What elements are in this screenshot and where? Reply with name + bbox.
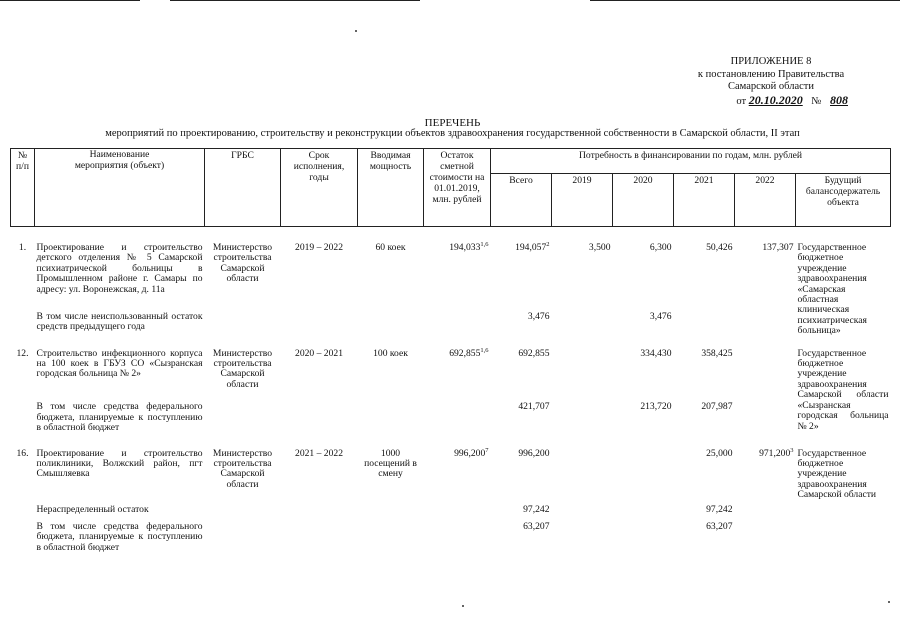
table-row xyxy=(11,227,891,305)
measures-table xyxy=(10,148,891,553)
appendix-title: ПРИЛОЖЕНИЕ 8 xyxy=(730,56,812,67)
handwritten-number: 808 xyxy=(830,92,848,107)
appendix-block xyxy=(640,56,902,108)
row-2020: 213,720 xyxy=(640,401,672,413)
scan-speck xyxy=(355,30,357,32)
row-grbs: Министерство строительства Самарской области xyxy=(212,447,273,490)
row-2019: 3,500 xyxy=(588,242,611,253)
row-grbs: Министерство строительства Самарской области xyxy=(212,242,273,285)
header-term: Срок исполнения, годы xyxy=(281,149,358,227)
row-term: 2021 – 2022 xyxy=(295,447,343,459)
row-remainder: 996,200$^7$ xyxy=(454,446,489,459)
row-holder: Государственное бюджетное учреждение здравоохранения Самарской области xyxy=(797,447,877,501)
row-grbs: Министерство строительства Самарской области xyxy=(212,347,273,390)
row-name: Строительство инфекционного корпуса на 100 коек в ГБУЗ СО «Сызранская городская больница № 2» xyxy=(36,347,203,380)
row-total: 996,200 xyxy=(518,447,550,459)
table-row xyxy=(11,337,891,391)
row-subname: В том числе неиспользованный остаток средств предыдущего года xyxy=(36,310,203,333)
table-row xyxy=(11,515,891,553)
row-term: 2020 – 2021 xyxy=(295,347,343,359)
row-2021: 207,987 xyxy=(701,401,733,413)
header-need: Потребность в финансировании по годам, млн. рублей xyxy=(491,149,891,174)
row-subname: Нераспределенный остаток xyxy=(36,503,149,515)
header-name: Наименование мероприятия (объект) xyxy=(35,149,205,227)
row-num: 1. xyxy=(18,242,27,253)
row-subname: В том числе средства федерального бюджета, планируемые к поступлению в областной бюджет xyxy=(36,520,203,553)
row-total: 63,207 xyxy=(523,520,550,532)
row-total: 692,855 xyxy=(518,347,550,359)
row-holder: Государственное бюджетное учреждение здравоохранения «Самарская областная клиническая психиатрическая больница» xyxy=(797,242,867,337)
row-2022: 971,200$^3$ xyxy=(759,446,794,459)
handwritten-date: 20.10.2020 xyxy=(748,92,803,107)
header-grbs: ГРБС xyxy=(205,149,281,227)
row-2021: 63,207 xyxy=(706,520,733,532)
row-num: 16. xyxy=(16,447,29,459)
header-holder: Будущий балансодержатель объекта xyxy=(796,174,891,227)
row-2021: 358,425 xyxy=(701,347,733,359)
row-2022: 137,307 xyxy=(762,242,794,253)
header-remainder: Остаток сметной стоимости на 01.01.2019, млн. рублей xyxy=(424,149,491,227)
row-2021: 97,242 xyxy=(706,503,733,515)
header-num: № п/п xyxy=(11,149,35,227)
header-total: Всего xyxy=(491,174,552,227)
document-subtitle: мероприятий по проектированию, строительству и реконструкции объектов здравоохранения государственной собственности в Самарской области, II этап xyxy=(105,128,800,139)
row-total: 421,707 xyxy=(518,401,550,413)
document-title: ПЕРЕЧЕНЬ xyxy=(424,117,481,129)
row-remainder: 692,855$^{1,6}$ xyxy=(449,346,489,359)
row-2020: 6,300 xyxy=(649,242,672,253)
row-remainder: 194,033$^{1,6}$ xyxy=(449,240,489,253)
header-capacity: Вводимая мощность xyxy=(358,149,424,227)
table-row xyxy=(11,390,891,433)
row-total: 3,476 xyxy=(527,310,550,322)
row-capacity: 60 коек xyxy=(375,242,406,253)
row-2021: 25,000 xyxy=(706,447,733,459)
number-label: № xyxy=(811,95,822,107)
appendix-line3: Самарской области xyxy=(728,81,814,92)
scan-speck xyxy=(462,605,464,607)
row-2020: 334,430 xyxy=(640,347,672,359)
header-2021: 2021 xyxy=(674,174,735,227)
header-row-1 xyxy=(11,149,891,174)
row-term: 2019 – 2022 xyxy=(295,242,343,253)
table-row xyxy=(11,305,891,337)
table-row xyxy=(11,434,891,501)
header-2022: 2022 xyxy=(735,174,796,227)
row-num: 12. xyxy=(16,347,29,359)
row-name: Проектирование и строительство детского отделения № 5 Самарской психиатрической больницы в Промышленном районе г. Самары по адресу: ул. Воронежская, д. 11а xyxy=(36,242,203,295)
appendix-date-line xyxy=(640,94,902,109)
row-name: Проектирование и строительство поликлиники, Волжский район, пгт Смышляевка xyxy=(36,447,203,480)
header-2019: 2019 xyxy=(552,174,613,227)
row-2020: 3,476 xyxy=(649,310,672,322)
from-label: от xyxy=(736,95,747,107)
table-row xyxy=(11,501,891,515)
row-2021: 50,426 xyxy=(706,242,733,253)
row-capacity: 1000 посещений в смену xyxy=(364,447,417,480)
row-subname: В том числе средства федерального бюджета, планируемые к поступлению в областной бюджет xyxy=(36,401,203,434)
row-total: 97,242 xyxy=(523,503,550,515)
row-total: 194,057$^2$ xyxy=(515,240,550,253)
appendix-line2: к постановлению Правительства xyxy=(697,68,845,80)
header-2020: 2020 xyxy=(613,174,674,227)
row-holder: Государственное бюджетное учреждение здравоохранения Самарской области «Сызранская городская больница № 2» xyxy=(797,347,889,432)
scan-speck xyxy=(888,601,890,603)
row-capacity: 100 коек xyxy=(373,347,408,359)
